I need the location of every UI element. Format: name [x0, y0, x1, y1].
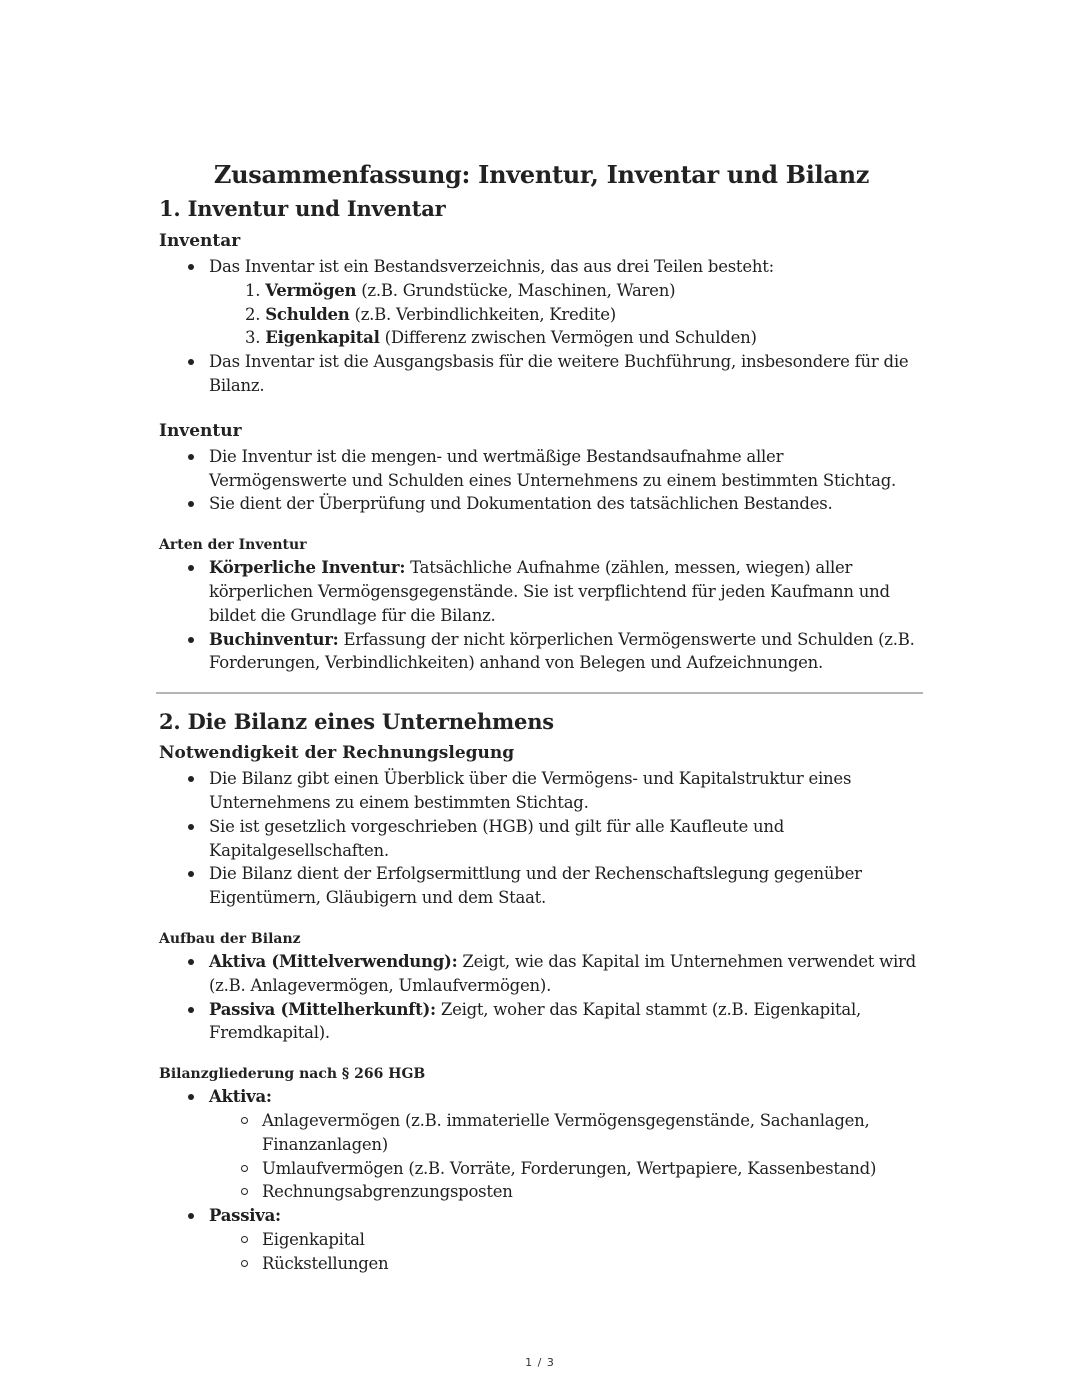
inventar-bullet-2: Das Inventar ist die Ausgangsbasis für die weitere Buchführung, insbesondere für die Bilanz.: [209, 352, 909, 395]
item-number: 2.: [245, 304, 261, 324]
gliederung-list: [159, 1085, 924, 1275]
list-item: Eigenkapital: [159, 1228, 924, 1252]
term-description: Zeigt, woher das Kapital stammt (z.B. Eigenkapital, Fremdkapital).: [209, 999, 862, 1043]
list-item: [159, 556, 924, 627]
item-number: 1.: [245, 280, 261, 300]
aktiva-sublist: [159, 1109, 924, 1204]
notwendigkeit-list: [159, 767, 924, 910]
term-koerperliche-inventur: Körperliche Inventur:: [209, 558, 406, 578]
section-divider: [156, 692, 923, 694]
list-item: [159, 1204, 924, 1275]
list-item: [159, 1085, 924, 1204]
term-passiva: Passiva (Mittelherkunft):: [209, 999, 436, 1019]
document-title: Zusammenfassung: Inventur, Inventar und Bilanz: [213, 160, 870, 189]
list-item: [159, 998, 924, 1046]
list-item: [159, 628, 924, 676]
list-item: [159, 350, 924, 398]
list-item: [159, 950, 924, 998]
inventar-heading: Inventar: [159, 231, 241, 251]
list-item: [159, 255, 924, 350]
page-content: [159, 158, 924, 1276]
term-description: (z.B. Grundstücke, Maschinen, Waren): [356, 280, 676, 300]
aufbau-list: [159, 950, 924, 1045]
list-item: Umlaufvermögen (z.B. Vorräte, Forderungen, Wertpapiere, Kassenbestand): [159, 1157, 924, 1181]
term-aktiva: Aktiva (Mittelverwendung):: [209, 951, 458, 971]
list-item: Sie ist gesetzlich vorgeschrieben (HGB) und gilt für alle Kaufleute und Kapitalgesellschaften.: [159, 815, 924, 863]
inventur-heading: Inventur: [159, 420, 242, 441]
gliederung-heading: Bilanzgliederung nach § 266 HGB: [159, 1066, 426, 1083]
arten-heading: Arten der Inventur: [159, 537, 307, 554]
term-description: (Differenz zwischen Vermögen und Schulden): [379, 328, 757, 348]
term-description: Tatsächliche Aufnahme (zählen, messen, wiegen) aller körperlichen Vermögensgegenstände. Sie ist verpflichtend für jeden Kaufmann und bildet die Grundlage für die Bilanz.: [209, 558, 890, 625]
aktiva-label: Aktiva:: [209, 1087, 272, 1107]
inventar-bullet-1: Das Inventar ist ein Bestandsverzeichnis, das aus drei Teilen besteht:: [209, 257, 774, 276]
term-description: (z.B. Verbindlichkeiten, Kredite): [349, 304, 616, 324]
list-item: Die Bilanz gibt einen Überblick über die Vermögens- und Kapitalstruktur eines Unternehmens zu einem bestimmten Stichtag.: [159, 767, 924, 815]
list-item: [159, 326, 924, 350]
inventar-list: [159, 255, 924, 398]
list-item: Rückstellungen: [159, 1252, 924, 1276]
term-description: Erfassung der nicht körperlichen Vermögenswerte und Schulden (z.B. Forderungen, Verbindlichkeiten) anhand von Belegen und Aufzeichnungen.: [209, 629, 915, 673]
list-item: [159, 279, 924, 303]
page-indicator: 1 / 3: [525, 1356, 555, 1369]
notwendigkeit-heading: Notwendigkeit der Rechnungslegung: [159, 743, 515, 764]
inventar-parts-list: [159, 279, 924, 350]
term-description: Zeigt, wie das Kapital im Unternehmen verwendet wird (z.B. Anlagevermögen, Umlaufvermögen).: [209, 951, 916, 995]
section-1-heading: 1. Inventur und Inventar: [159, 196, 446, 221]
aufbau-heading: Aufbau der Bilanz: [159, 930, 301, 947]
section-2-heading: 2. Die Bilanz eines Unternehmens: [159, 709, 554, 735]
term-vermoegen: Vermögen: [265, 280, 357, 300]
inventur-list: [159, 445, 924, 516]
list-item: Die Bilanz dient der Erfolgsermittlung und der Rechenschaftslegung gegenüber Eigentümern, Gläubigern und dem Staat.: [159, 862, 924, 910]
list-item: [159, 303, 924, 327]
arten-list: [159, 556, 924, 675]
passiva-label: Passiva:: [209, 1206, 281, 1226]
list-item: Rechnungsabgrenzungsposten: [159, 1180, 924, 1204]
list-item: Sie dient der Überprüfung und Dokumentation des tatsächlichen Bestandes.: [159, 492, 924, 516]
list-item: Die Inventur ist die mengen- und wertmäßige Bestandsaufnahme aller Vermögenswerte und Schulden eines Unternehmens zu einem bestimmten Stichtag.: [159, 445, 924, 493]
passiva-sublist: [159, 1228, 924, 1276]
list-item: Anlagevermögen (z.B. immaterielle Vermögensgegenstände, Sachanlagen, Finanzanlagen): [159, 1109, 924, 1157]
term-buchinventur: Buchinventur:: [209, 629, 339, 649]
term-eigenkapital: Eigenkapital: [265, 328, 380, 348]
term-schulden: Schulden: [265, 304, 350, 324]
item-number: 3.: [245, 328, 261, 348]
